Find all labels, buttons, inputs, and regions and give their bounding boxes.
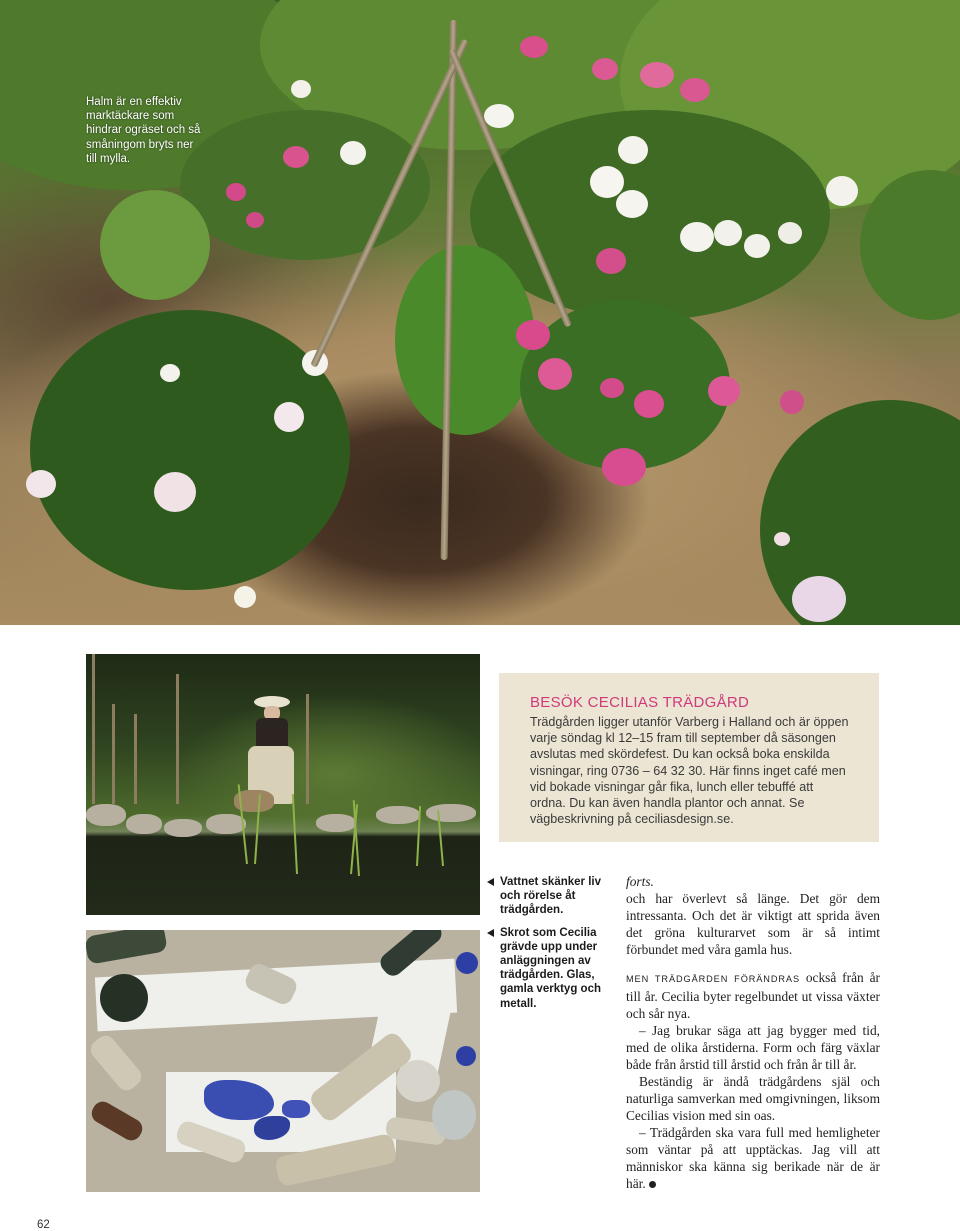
section-lead-in: MEN TRÄDGÅRDEN FÖRÄNDRAS	[626, 974, 800, 984]
paragraph	[626, 969, 880, 1022]
stone	[376, 806, 420, 824]
pink-peony	[708, 376, 740, 406]
pink-peony	[592, 58, 618, 80]
paragraph-text: – Trädgården ska vara full med hemligheter som väntar på att upptäckas. Jag vill att människor ska känna sig berikade när de är här.	[626, 1125, 880, 1191]
pink-peony	[600, 378, 624, 398]
scrap-glass-photo	[86, 930, 480, 1192]
hero-photo-caption: Halm är en effektiv marktäckare som hindrar ogräset och så småningom bryts ner till mylla.	[86, 96, 201, 165]
stone	[86, 804, 126, 826]
peony-bush	[395, 245, 535, 435]
pond-caption	[486, 875, 610, 918]
pink-peony	[283, 146, 309, 168]
continued-label: forts.	[626, 874, 654, 889]
glass-jar	[396, 1060, 440, 1102]
pink-peony	[602, 448, 646, 486]
visit-info-box	[499, 673, 879, 842]
paragraph: – Jag brukar säga att jag bygger med tid, med de olika årstiderna. Form och färg växlar både från årstid till årstid och från år till år.	[626, 1023, 880, 1072]
paragraph: Beständig är ändå trädgårdens själ och naturliga samverkan med omgivningen, liksom Cecilias vision med sin oas.	[626, 1074, 880, 1123]
blush-peony	[274, 402, 304, 432]
stone	[316, 814, 356, 832]
blue-glass	[456, 952, 478, 974]
white-peony	[744, 234, 770, 258]
wooden-pole	[176, 674, 179, 804]
white-peony	[714, 220, 742, 246]
wooden-pole	[112, 704, 115, 804]
peony-bush	[760, 400, 960, 625]
paragraph	[626, 1124, 880, 1192]
scrap-caption-text: Skrot som Cecilia grävde upp under anläggningen av trädgården. Glas, gamla verktyg och metall.	[500, 926, 601, 1010]
pink-peony	[634, 390, 664, 418]
white-peony	[680, 222, 714, 252]
pink-peony	[780, 390, 804, 414]
visit-info-body: Trädgården ligger utanför Varberg i Halland och är öppen varje söndag kl 12–15 fram till september då säsongen avslutas med skördefest. Du kan också boka enskilda visningar, ring 0736 – 64 32 30. Här finns inget café men vid bokade visningar går fika, lunch eller tebuffé att ordna. Du kan även handla plantor och annat. Se vägbeskrivning på ceciliasdesign.se.	[530, 715, 849, 827]
visit-info-title: BESÖK CECILIAS TRÄDGÅRD	[530, 694, 750, 711]
paragraph-text: också från år till år. Cecilia byter regelbundet ut vissa växter och sår nya.	[626, 970, 880, 1021]
pink-peony	[640, 62, 674, 88]
pond-photo	[86, 654, 480, 915]
pink-peony	[246, 212, 264, 228]
lilac-peony	[792, 576, 846, 622]
photo-captions	[486, 875, 610, 1019]
white-peony	[160, 364, 180, 382]
blush-peony	[26, 470, 56, 498]
left-arrow-icon	[487, 929, 494, 937]
dark-jar	[100, 974, 148, 1022]
green-bottle	[86, 930, 168, 965]
peony-bush	[30, 310, 350, 590]
pink-peony	[680, 78, 710, 102]
end-mark-icon	[649, 1181, 656, 1188]
white-peony	[340, 141, 366, 165]
pond-caption-text: Vattnet skänker liv och rörelse åt trädgården.	[500, 876, 601, 917]
blush-peony	[154, 472, 196, 512]
reed	[292, 794, 298, 874]
glass-jar	[432, 1090, 476, 1140]
pink-peony	[596, 248, 626, 274]
scrap-caption	[486, 926, 610, 1011]
grass-clump	[100, 190, 210, 300]
stone	[126, 814, 162, 834]
left-arrow-icon	[487, 878, 494, 886]
peony-bud	[774, 532, 790, 546]
white-peony	[616, 190, 648, 218]
blue-glass-shards	[282, 1100, 310, 1118]
pink-peony	[226, 183, 246, 201]
clear-bottle	[87, 1032, 145, 1095]
blue-glass	[456, 1046, 476, 1066]
peony-bush	[180, 110, 430, 260]
white-peony	[291, 80, 311, 98]
white-peony	[234, 586, 256, 608]
pink-peony	[538, 358, 572, 390]
stone	[426, 804, 476, 822]
wooden-pole	[306, 694, 309, 804]
white-peony	[618, 136, 648, 164]
white-peony	[778, 222, 802, 244]
brown-bottle	[88, 1098, 146, 1144]
stone	[164, 819, 202, 837]
wooden-pole	[134, 714, 137, 804]
article-column	[626, 873, 880, 1192]
stone	[206, 814, 246, 834]
white-peony	[826, 176, 858, 206]
wooden-pole	[92, 654, 95, 804]
paragraph: och har överlevt så länge. Det gör dem intressanta. Och det är viktigt att sprida även det gröna kulturarvet som är så intimt förbundet med våra gamla hus.	[626, 891, 880, 957]
page-number: 62	[37, 1219, 50, 1231]
white-peony	[484, 104, 514, 128]
pink-peony	[520, 36, 548, 58]
white-peony	[590, 166, 624, 198]
pink-peony	[516, 320, 550, 350]
